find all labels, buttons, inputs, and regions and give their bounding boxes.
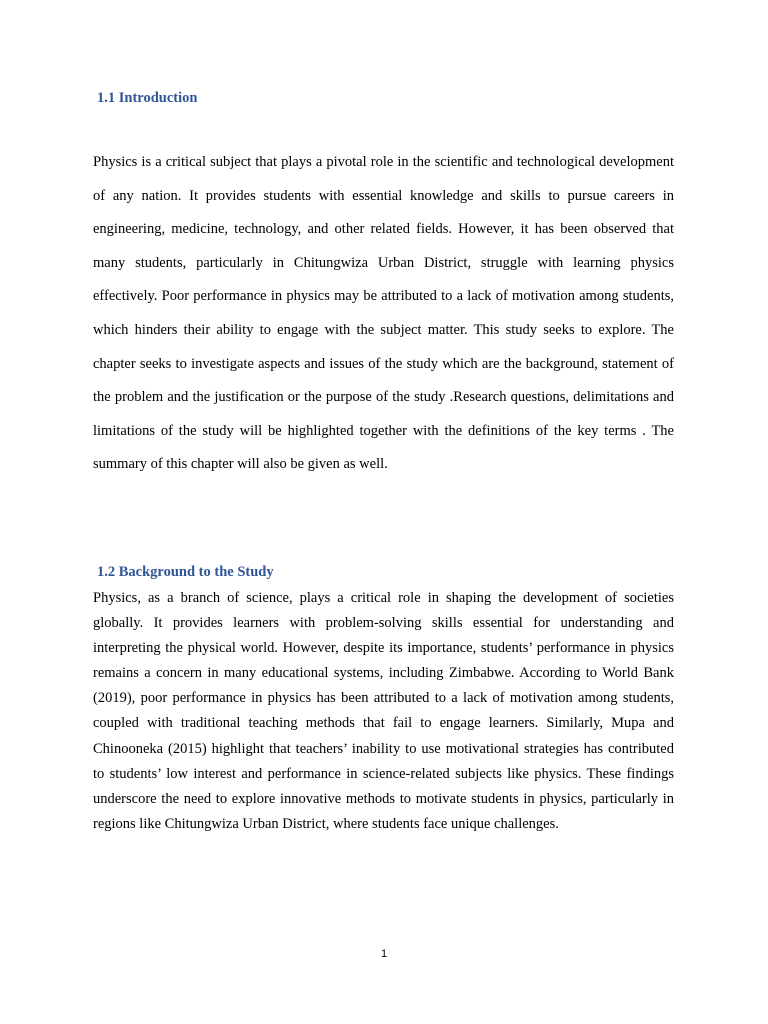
- introduction-paragraph: Physics is a critical subject that plays a pivotal role in the scientific and technological development of any nation. It provides students with essential knowledge and skills to pursue careers in engineering, medicine, technology, and other related fields. However, it has been observed that many students, particularly in Chitungwiza Urban District, struggle with learning physics effectively. Poor performance in physics may be attributed to a lack of motivation among students, which hinders their ability to engage with the subject matter. This study seeks to explore. The chapter seeks to investigate aspects and issues of the study which are the background, statement of the problem and the justification or the purpose of the study .Research questions, delimitations and limitations of the study will be highlighted together with the definitions of the key terms . The summary of this chapter will also be given as well.: [93, 154, 674, 473]
- section-heading-introduction: 1.1 Introduction: [97, 90, 198, 106]
- section-heading-background: 1.2 Background to the Study: [97, 564, 274, 580]
- page-number: 1: [380, 948, 388, 960]
- background-paragraph: Physics, as a branch of science, plays a critical role in shaping the development of societies globally. It provides learners with problem-solving skills essential for understanding and interpreting the physical world. However, despite its importance, students’ performance in physics remains a concern in many educational systems, including Zimbabwe. According to World Bank (2019), poor performance in physics has been attributed to a lack of motivation among students, coupled with traditional teaching methods that fail to engage learners. Similarly, Mupa and Chinooneka (2015) highlight that teachers’ inability to use motivational strategies has contributed to students’ low interest and performance in science-related subjects like physics. These findings underscore the need to explore innovative methods to motivate students in physics, particularly in regions like Chitungwiza Urban District, where students face unique challenges.: [93, 590, 674, 832]
